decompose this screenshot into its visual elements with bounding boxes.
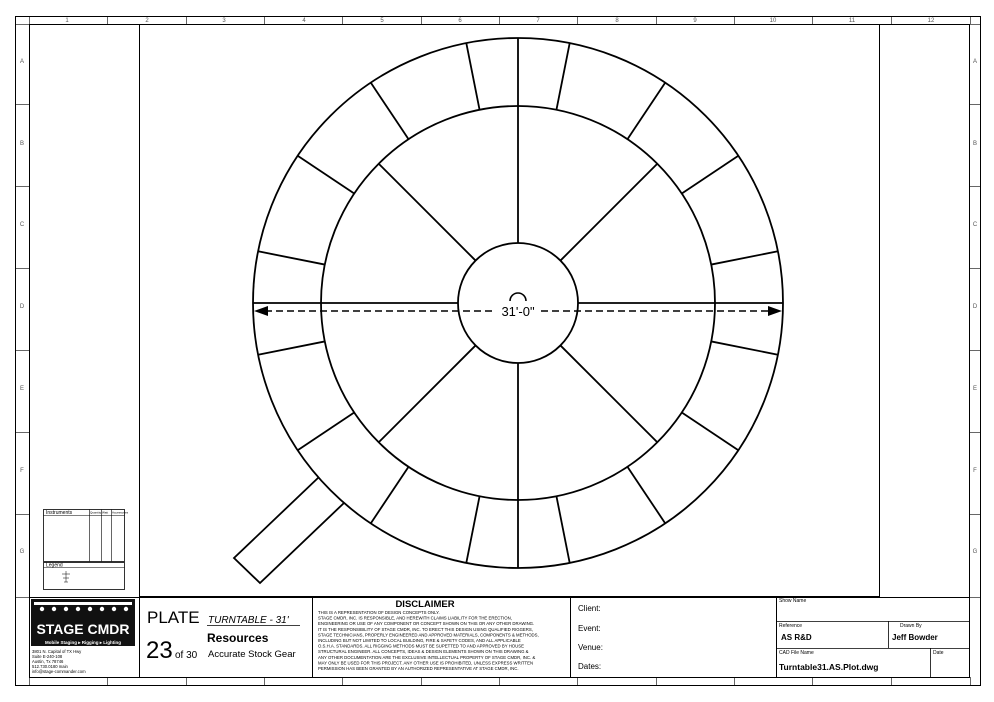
reference-label: Reference xyxy=(779,623,803,629)
disclaimer-text xyxy=(318,610,539,671)
grid-row-label: E xyxy=(972,386,978,392)
grid-column-label: 9 xyxy=(693,18,697,24)
grid-row-label: F xyxy=(973,468,977,474)
instruments-label: Instruments xyxy=(46,510,73,516)
grid-column-label: 2 xyxy=(145,18,149,24)
instruments-col-quantity: Quantity xyxy=(90,510,102,515)
drawn-by-label: Drawn By xyxy=(900,623,922,629)
grid-column-label: 3 xyxy=(222,18,226,24)
address-line: 512.730.0180 main xyxy=(32,664,68,669)
disclaimer-line: STAGE CMDR, INC. IS RESPONSIBLE, AND HEREWITH CLAIMS LIABILITY FOR THE ERECTION, xyxy=(318,615,512,621)
grid-column-label: 7 xyxy=(536,18,540,24)
disclaimer-line: MAY ONLY BE USED FOR THIS PROJECT. ANY OTHER USE IS PROHIBITED, UNLESS EXPRESS WRITTEN xyxy=(318,660,534,666)
grid-column-label: 5 xyxy=(380,18,384,24)
plate-category: Resources xyxy=(207,631,269,645)
grid-row-label: D xyxy=(972,304,978,310)
grid-row-label: C xyxy=(972,222,978,228)
cad-file-value: Turntable31.AS.Plot.dwg xyxy=(779,662,879,672)
address-line: Suite E-240-108 xyxy=(32,654,63,659)
disclaimer-line: ANY OTHER DOCUMENTATION ARE THE EXCLUSIVE INTELLECTUAL PROPERTY OF STAGE CMDR, INC. & xyxy=(318,654,536,660)
disclaimer-line: STAGE TECHNICIANS, PROPERLY ENGINEERED AND APPROVED MATERIALS, COMPONENTS & METHODS, xyxy=(318,632,539,638)
grid-row-label: C xyxy=(19,222,25,228)
address-line: 3801 N. Capital of TX Hwy xyxy=(32,649,82,654)
show-name-label: Show Name xyxy=(779,598,807,604)
turntable-ramp xyxy=(234,477,345,583)
legend-label: Legend xyxy=(46,562,63,569)
disclaimer-line: O.S.H.A. STANDARDS. ALL RIGGING METHODS MUST BE SUPETTED TO AND APPROVED BY HOUSE xyxy=(318,643,524,649)
plate-of-total: of 30 xyxy=(175,650,198,661)
grid-row-label: F xyxy=(20,468,24,474)
instruments-box xyxy=(44,510,125,562)
grid-row-label: B xyxy=(19,141,25,147)
grid-column-label: 4 xyxy=(302,18,306,24)
disclaimer-line: IT IS THE RESPONSIBILITY OF STAGE CMDR, INC. TO ERECT THIS DESIGN USING QUALIFIED RIGGERS, xyxy=(318,626,533,632)
event-label: Event: xyxy=(578,624,601,633)
legend-symbol-icon xyxy=(62,571,70,582)
grid-row-label: D xyxy=(19,304,25,310)
grid-row-label: G xyxy=(19,549,25,555)
venue-label: Venue: xyxy=(578,643,603,652)
grid-column-label: 8 xyxy=(615,18,619,24)
drawn-by-value: Jeff Bowder xyxy=(892,633,938,642)
reference-value: AS R&D xyxy=(781,633,812,642)
dimension-label: 31'-0" xyxy=(501,304,535,319)
logo-tagline: Mobile Staging ▸ Rigging ▸ Lighting xyxy=(44,640,122,645)
plate-title: TURNTABLE - 31' xyxy=(208,615,289,626)
disclaimer-line: STRUCTURAL ENGINEER. ALL CONCEPTS, IDEAS & DESIGN ELEMENTS SHOWN ON THIS DRAWING & xyxy=(318,649,529,655)
grid-row-label: B xyxy=(972,141,978,147)
plate-subtitle: Accurate Stock Gear xyxy=(208,649,296,660)
instruments-col-watt: Watt xyxy=(102,510,109,515)
disclaimer-line: PERMISSION HAS BEEN GRANTED BY AN AUTHORIZED REPRESENTATIVE AT STAGE CMDR, INC. xyxy=(318,666,519,671)
grid-row-label: E xyxy=(19,386,25,392)
cad-file-label: CAD File Name xyxy=(779,650,814,656)
address-line: info@stage-commander.com xyxy=(32,669,86,674)
grid-row-label: G xyxy=(972,549,978,555)
logo-text: STAGE CMDR xyxy=(36,621,130,637)
grid-column-label: 12 xyxy=(927,18,935,24)
disclaimer-line: THIS IS A REPRESENTATION OF DESIGN CONCEPTS ONLY. xyxy=(318,610,440,615)
instruments-col-accessories: Accessories xyxy=(112,510,129,515)
disclaimer-heading: DISCLAIMER xyxy=(395,599,455,610)
grid-column-label: 10 xyxy=(769,18,777,24)
grid-column-label: 1 xyxy=(65,18,69,24)
grid-row-label: A xyxy=(19,59,25,65)
grid-row-label: A xyxy=(972,59,978,65)
client-label: Client: xyxy=(578,604,601,613)
plate-number: 23 xyxy=(146,637,173,664)
grid-column-label: 6 xyxy=(458,18,462,24)
disclaimer-line: ENGINEERING OR USE OF ANY COMPONENT OR CONCEPT SHOWN ON THIS OR ANY OTHER DRAWING. xyxy=(318,621,535,627)
disclaimer-line: INCLUDING BUT NOT LIMITED TO LOCAL BUILDING, FIRE & SAFETY CODES, AND ALL APPLICABLE xyxy=(318,638,521,643)
dates-label: Dates: xyxy=(578,662,602,671)
address-line: Austin, Tx 78746 xyxy=(32,659,64,664)
grid-column-label: 11 xyxy=(848,18,856,24)
date-label: Date xyxy=(933,650,944,656)
plate-label: PLATE xyxy=(147,608,200,627)
